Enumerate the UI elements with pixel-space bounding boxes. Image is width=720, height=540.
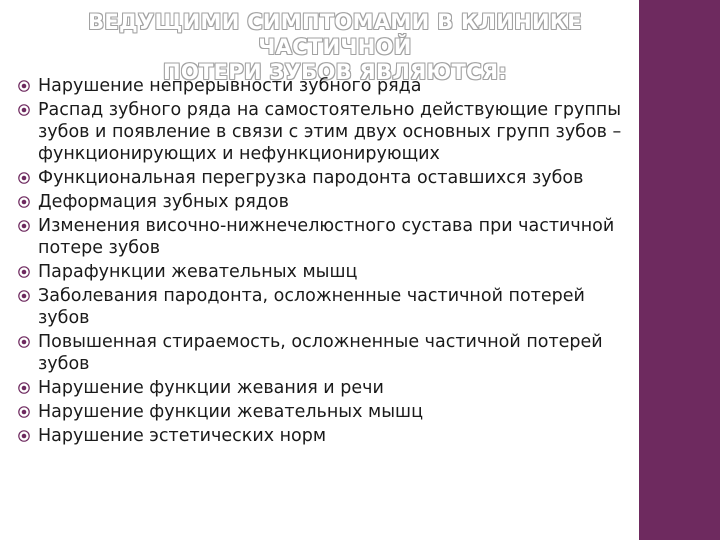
target-bullet-icon: [18, 382, 30, 394]
title-line-2: ПОТЕРИ ЗУБОВ ЯВЛЯЮТСЯ:: [162, 60, 507, 84]
list-item: [18, 401, 638, 423]
list-item-text: Функциональная перегрузка пародонта оставшихся зубов: [38, 168, 584, 188]
list-item-text: Нарушение функции жевания и речи: [38, 378, 384, 398]
list-item: [18, 285, 638, 329]
target-bullet-icon: [18, 172, 30, 184]
list-item-text: Повышенная стираемость, осложненные частичной потерей зубов: [38, 332, 603, 374]
list-item-text: Парафункции жевательных мышц: [38, 262, 358, 282]
list-item: [18, 167, 638, 189]
list-item-text: Изменения височно-нижнечелюстного сустава при частичной потере зубов: [38, 216, 615, 258]
target-bullet-icon: [18, 406, 30, 418]
list-item-text: Нарушение непрерывности зубного ряда: [38, 76, 422, 96]
side-accent-band: [639, 0, 720, 540]
target-bullet-icon: [18, 196, 30, 208]
list-item-text: Заболевания пародонта, осложненные частичной потерей зубов: [38, 286, 585, 328]
list-item-text: Нарушение функции жевательных мышц: [38, 402, 423, 422]
list-item: [18, 425, 638, 447]
list-item-text: Распад зубного ряда на самостоятельно действующие группы зубов и появление в связи с этим двух основных групп зубов – функционирующих и нефункционирующих: [38, 100, 622, 164]
list-item: [18, 261, 638, 283]
target-bullet-icon: [18, 80, 30, 92]
slide-title: [30, 10, 640, 85]
list-item: [18, 331, 638, 375]
symptom-list: [18, 75, 638, 449]
target-bullet-icon: [18, 336, 30, 348]
list-item: [18, 215, 638, 259]
target-bullet-icon: [18, 220, 30, 232]
target-bullet-icon: [18, 104, 30, 116]
target-bullet-icon: [18, 430, 30, 442]
list-item-text: Деформация зубных рядов: [38, 192, 289, 212]
target-bullet-icon: [18, 266, 30, 278]
list-item: [18, 191, 638, 213]
target-bullet-icon: [18, 290, 30, 302]
title-line-1: ВЕДУЩИМИ СИМПТОМАМИ В КЛИНИКЕ ЧАСТИЧНОЙ: [88, 10, 582, 59]
list-item: [18, 377, 638, 399]
list-item: [18, 99, 638, 165]
list-item-text: Нарушение эстетических норм: [38, 426, 327, 446]
list-item: [18, 75, 638, 97]
